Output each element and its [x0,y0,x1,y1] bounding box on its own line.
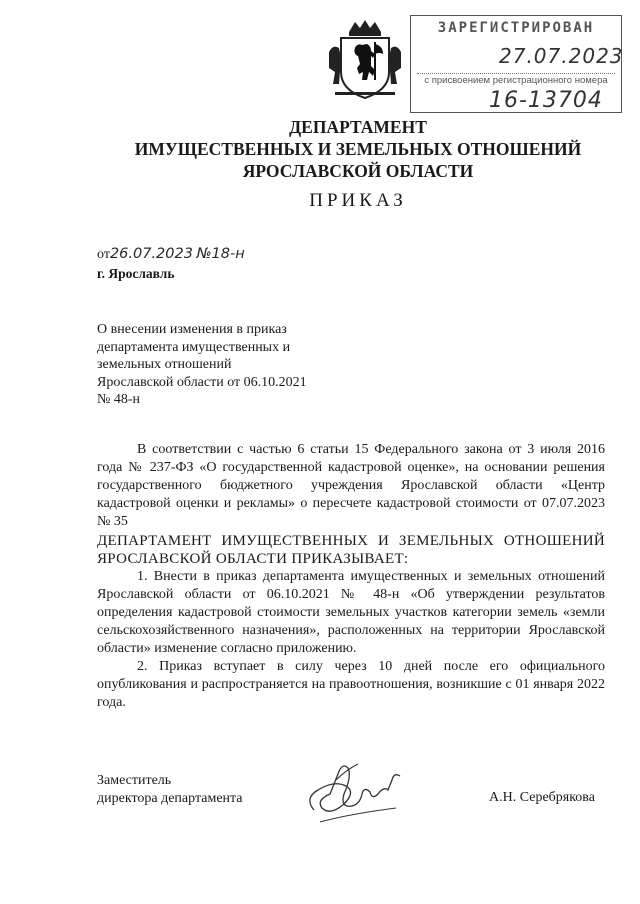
coat-of-arms-icon [327,18,403,102]
stamp-title: ЗАРЕГИСТРИРОВАН [437,20,595,36]
order-body [97,441,605,712]
stamp-number-caption: с присвоением регистрационного номера [417,73,615,86]
subject-line: Ярославской области от 06.10.2021 [97,374,307,390]
stamp-number: 16-13704 [489,88,603,113]
subject-line: земельных отношений [97,357,232,372]
order-from-prefix: от [97,247,110,262]
subject-line: О внесении изменения в приказ [97,322,287,337]
signatory-position-line-1: Заместитель [97,773,172,788]
signatory-name: А.Н. Серебрякова [489,790,595,805]
header-line-1: ДЕПАРТАМЕНТ [289,117,427,137]
signatory-position-line-2: директора департамента [97,791,243,806]
issuer-header [0,116,640,182]
header-line-3: ЯРОСЛАВСКОЙ ОБЛАСТИ [242,161,474,181]
header-line-2: ИМУЩЕСТВЕННЫХ И ЗЕМЕЛЬНЫХ ОТНОШЕНИЙ [134,139,582,159]
subject-line: департамента имущественных и [97,339,291,355]
preamble-paragraph: В соответствии с частью 6 статьи 15 Федерального закона от 3 июля 2016 года № 237-ФЗ «О государственной кадастровой оценке», на основании решения государственного бюджетного учреждения Ярославской области «Центр кадастровой оценки и рекламы» о пересчете кадастровой стоимости от 07.07.2023 № 35 [97,442,605,529]
orders-paragraph: ДЕПАРТАМЕНТ ИМУЩЕСТВЕННЫХ И ЗЕМЕЛЬНЫХ ОТНОШЕНИЙ ЯРОСЛАВСКОЙ ОБЛАСТИ ПРИКАЗЫВАЕТ: [97,533,605,567]
subject-line: № 48-н [97,392,141,407]
signatory-position [97,772,243,808]
order-date: 26.07.2023 [109,246,193,262]
document-type: ПРИКАЗ [309,190,407,211]
stamp-date: 27.07.2023 [499,44,624,68]
handwritten-signature [300,750,410,832]
order-subject [97,321,357,409]
item-2-paragraph: 2. Приказ вступает в силу через 10 дней после его официального опубликования и распространяется на правоотношения, возникшие с 01 января 2022 года. [97,659,605,710]
order-city: г. Ярославль [97,266,175,281]
order-number: №18-н [196,246,245,262]
order-date-number [97,246,245,263]
registration-stamp [410,15,622,113]
item-1-paragraph: 1. Внести в приказ департамента имущественных и земельных отношений Ярославской области от 06.10.2021 № 48-н «Об утверждении результатов определения кадастровой стоимости земельных участков категории земель «земли сельскохозяйственного назначения», расположенных на территории Ярославской области» изменение согласно приложению. [97,569,605,656]
